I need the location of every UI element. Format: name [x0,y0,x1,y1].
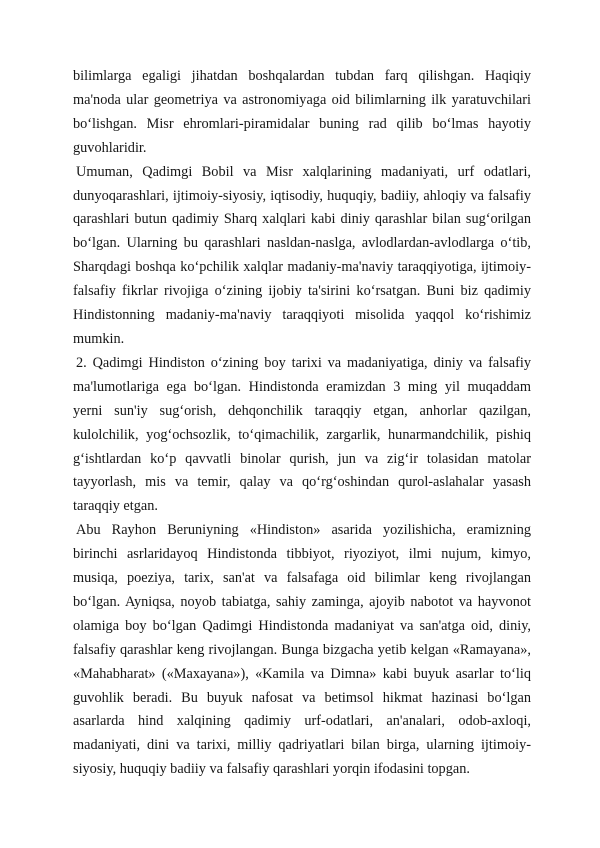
paragraph-babylon-egypt-culture: Umuman, Qadimgi Bobil va Misr xalqlarining madaniyati, urf odatlari, dunyoqarashlari, ijtimoiy-siyosiy, iqtisodiy, huquqiy, badiiy, ahloqiy va falsafiy qarashlari butun qadimiy Sharq xalqlari kabi diniy qarashlar bilan sug‘orilgan bo‘lgan. Ularning bu qarashlari nasldan-naslga, avlodlardan-avlodlarga o‘tib, Sharqdagi boshqa ko‘pchilik xalqlar madaniy-ma'naviy taraqqiyotiga, ijtimoiy-falsafiy fikrlar rivojiga o‘zining ijobiy ta'sirini ko‘rsatgan. Buni biz qadimiy Hindistonning madaniy-ma'naviy taraqqiyoti misolida yaqqol ko‘rishimiz mumkin. [73,163,531,347]
paragraph-egyptian-knowledge: bilimlarga egaligi jihatdan boshqalardan tubdan farq qilishgan. Haqiqiy ma'noda ular geometriya va astronomiyaga oid bilimlarning ilk yaratuvchilari bo‘lishgan. Misr ehromlari-piramidalar buning rad qilib bo‘lmas hayotiy guvohlaridir. [73,68,531,156]
paragraph-beruni-hindiston: Abu Rayhon Beruniyning «Hindiston» asarida yozilishicha, eramizning birinchi asrlaridayoq Hindistonda tibbiyot, riyoziyot, ilmi nujum, kimyo, musiqa, poeziya, tarix, san'at va falsafaga oid bilimlar keng rivojlangan bo‘lgan. Ayniqsa, noyob tabiatga, sahiy zaminga, ajoyib nabotot va hayvonot olamiga boy bo‘lgan Qadimgi Hindistonda madaniyat va san'atga oid, diniy, falsafiy qarashlar keng rivojlangan. Bunga bizgacha yetib kelgan «Ramayana», «Mahabharat» («Maxayana»), «Kamila va Dimna» kabi buyuk asarlar to‘liq guvohlik beradi. Bu buyuk nafosat va betimsol hikmat hazinasi bo‘lgan asarlarda hind xalqining qadimiy urf-odatlari, an'analari, odob-axloqi, madaniyati, dini va tarixi, milliy qadriyatlari bilan birga, ularning ijtimoiy-siyosiy, huquqiy badiiy va falsafiy qarashlari yorqin ifodasini topgan. [73,522,531,778]
body-text [73,65,531,782]
paragraph-ancient-india: 2. Qadimgi Hindiston o‘zining boy tarixi va madaniyatiga, diniy va falsafiy ma'lumotlariga ega bo‘lgan. Hindistonda eramizdan 3 ming yil muqaddam yerni sun'iy sug‘orish, dehqonchilik taraqqiy etgan, anhorlar qazilgan, kulolchilik, yog‘ochsozlik, to‘qimachilik, zargarlik, hunarmandchilik, pishiq g‘ishtlardan ko‘p qavvatli binolar qurish, jun va zig‘ir tolasidan matolar tayyorlash, mis va temir, qalay va qo‘rg‘oshindan qurol-aslahalar yasash taraqqiy etgan. [73,354,531,515]
